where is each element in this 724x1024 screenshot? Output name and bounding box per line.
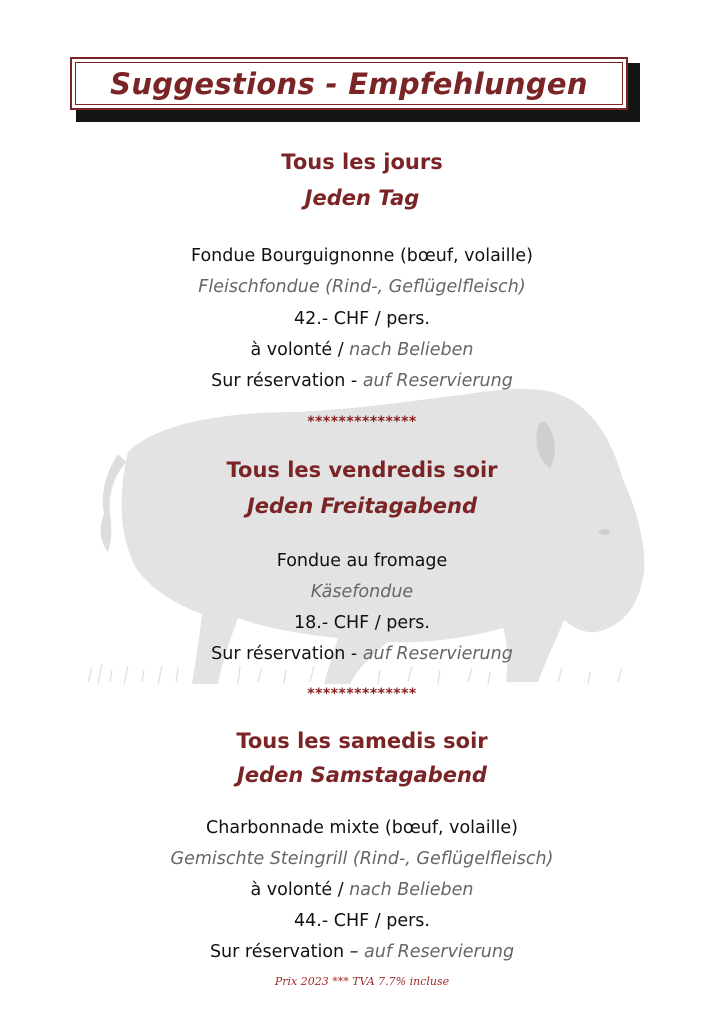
friday-dish-de: Käsefondue [310, 582, 414, 602]
separator-1: ************** [307, 414, 417, 430]
daily-reservation [0, 371, 724, 391]
friday-reservation [0, 644, 724, 664]
saturday-heading-fr: Tous les samedis soir [236, 729, 488, 753]
daily-heading-fr: Tous les jours [281, 150, 443, 174]
friday-dish-fr: Fondue au fromage [276, 551, 448, 571]
title-frame [70, 57, 628, 110]
saturday-reservation-de: auf Reservierung [364, 942, 515, 962]
friday-heading-de: Jeden Freitagabend [246, 494, 478, 518]
friday-reservation-de: auf Reservierung [362, 644, 513, 664]
friday-heading-fr: Tous les vendredis soir [226, 458, 498, 482]
friday-reservation-fr: Sur réservation - [211, 644, 363, 664]
daily-option [0, 340, 724, 360]
saturday-price: 44.- CHF / pers. [294, 911, 430, 931]
daily-reservation-de: auf Reservierung [362, 371, 513, 391]
daily-dish-fr: Fondue Bourguignonne (bœuf, volaille) [191, 246, 533, 266]
friday-price: 18.- CHF / pers. [294, 613, 430, 633]
saturday-dish-fr: Charbonnade mixte (bœuf, volaille) [206, 818, 518, 838]
saturday-reservation [0, 942, 724, 962]
saturday-reservation-fr: Sur réservation – [209, 942, 365, 962]
saturday-option-de: nach Belieben [349, 880, 474, 900]
page-title: Suggestions - Empfehlungen [110, 66, 588, 101]
daily-option-fr: à volonté / [250, 340, 350, 360]
daily-reservation-fr: Sur réservation - [211, 371, 363, 391]
daily-heading-de: Jeden Tag [304, 186, 420, 210]
separator-2: ************** [307, 686, 417, 702]
saturday-option-fr: à volonté / [250, 880, 350, 900]
title-inner-border [75, 62, 623, 105]
saturday-option [0, 880, 724, 900]
footer-note: Prix 2023 *** TVA 7.7% incluse [274, 975, 450, 988]
saturday-dish-de: Gemischte Steingrill (Rind-, Geflügelfleisch) [170, 849, 554, 869]
daily-price: 42.- CHF / pers. [294, 309, 430, 329]
daily-dish-de: Fleischfondue (Rind-, Geflügelfleisch) [198, 277, 526, 297]
daily-option-de: nach Belieben [349, 340, 474, 360]
saturday-heading-de: Jeden Samstagabend [237, 763, 487, 787]
